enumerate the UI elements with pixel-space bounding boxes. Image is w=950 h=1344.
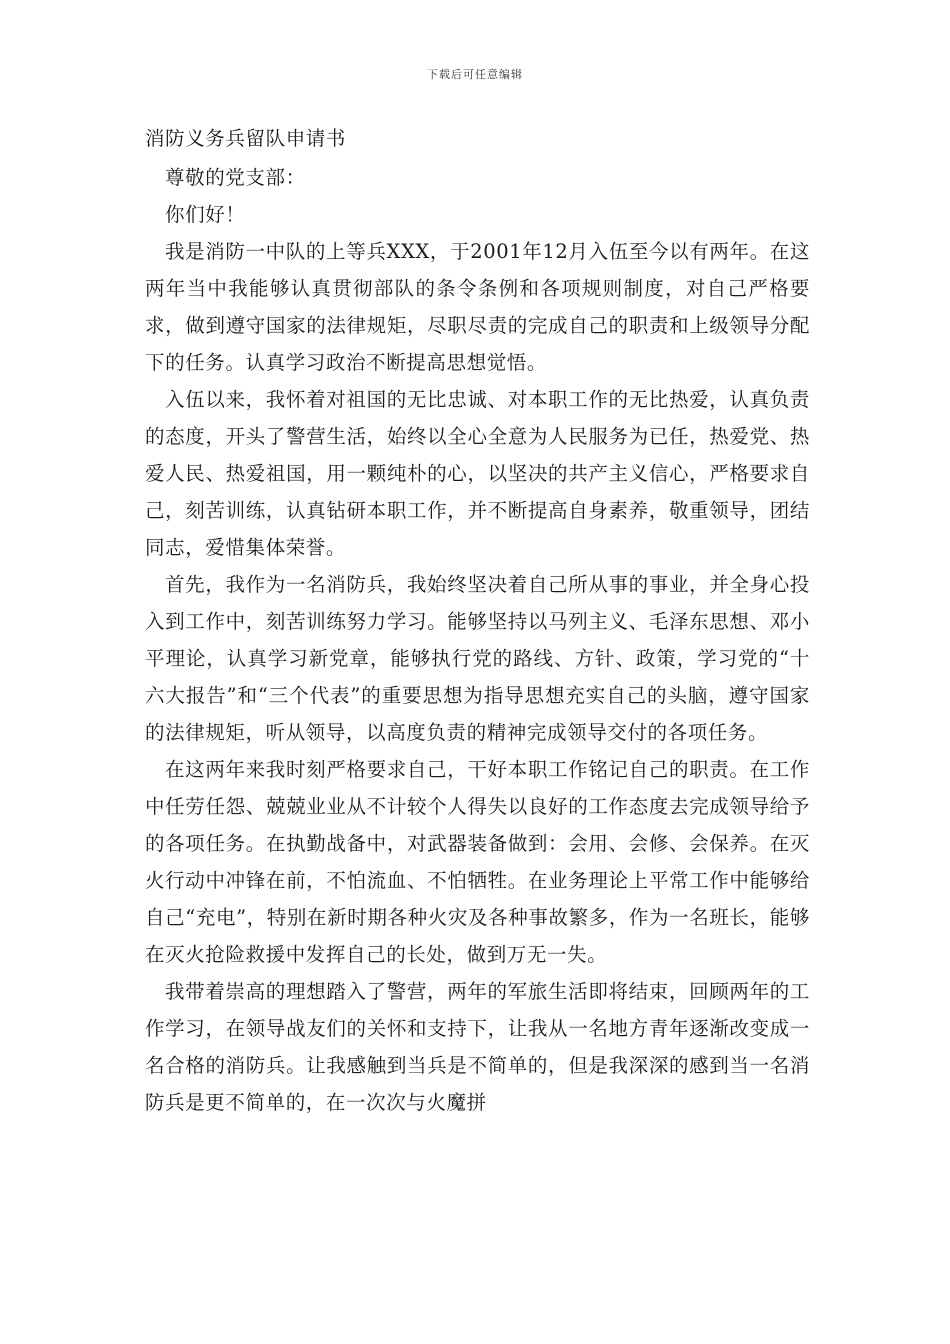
greeting: 你们好！ <box>165 203 246 226</box>
paragraph: 在这两年来我时刻严格要求自己，干好本职工作铭记自己的职责。在工作中任劳任怨、兢兢业业从不计较个人得失以良好的工作态度去完成领导给予的各项任务。在执勤战备中，对武器装备做到：会用、会修、会保养。在灭火行动中冲锋在前，不怕流血、不怕牺牲。在业务理论上平常工作中能够给自己“充电”，特别在新时期各种火灾及各种事故繁多，作为一名班长，能够在灭火抢险救援中发挥自己的长处，做到万无一失。 <box>145 758 810 966</box>
paragraph: 首先，我作为一名消防兵，我始终坚决着自己所从事的事业，并全身心投入到工作中，刻苦训练努力学习。能够坚持以马列主义、毛泽东思想、邓小平理论，认真学习新党章，能够执行党的路线、方针、政策，学习党的“十六大报告”和“三个代表”的重要思想为指导思想充实自己的头脑，遵守国家的法律规矩，听从领导，以高度负责的精神完成领导交付的各项任务。 <box>145 573 810 744</box>
document-title: 消防义务兵留队申请书 <box>145 127 347 150</box>
paragraph: 我带着崇高的理想踏入了警营，两年的军旅生活即将结束，回顾两年的工作学习，在领导战友们的关怀和支持下，让我从一名地方青年逐渐改变成一名合格的消防兵。让我感触到当兵是不简单的，但是我深深的感到当一名消防兵是更不简单的，在一次次与火魔拼 <box>145 980 810 1114</box>
document-body <box>145 120 810 1121</box>
paragraph: 入伍以来，我怀着对祖国的无比忠诚、对本职工作的无比热爱，认真负责的态度，开头了警营生活，始终以全心全意为人民服务为已任，热爱党、热爱人民、热爱祖国，用一颗纯朴的心，以坚决的共产主义信心，严格要求自己，刻苦训练，认真钻研本职工作，并不断提高自身素养，敬重领导，团结同志，爱惜集体荣誉。 <box>145 388 810 559</box>
header-note: 下载后可任意编辑 <box>427 68 523 81</box>
paragraph: 我是消防一中队的上等兵XXX，于2001年12月入伍至今以有两年。在这两年当中我能够认真贯彻部队的条令条例和各项规则制度，对自己严格要求，做到遵守国家的法律规矩，尽职尽责的完成自己的职责和上级领导分配下的任务。认真学习政治不断提高思想觉悟。 <box>145 240 810 374</box>
salutation: 尊敬的党支部： <box>165 166 306 189</box>
